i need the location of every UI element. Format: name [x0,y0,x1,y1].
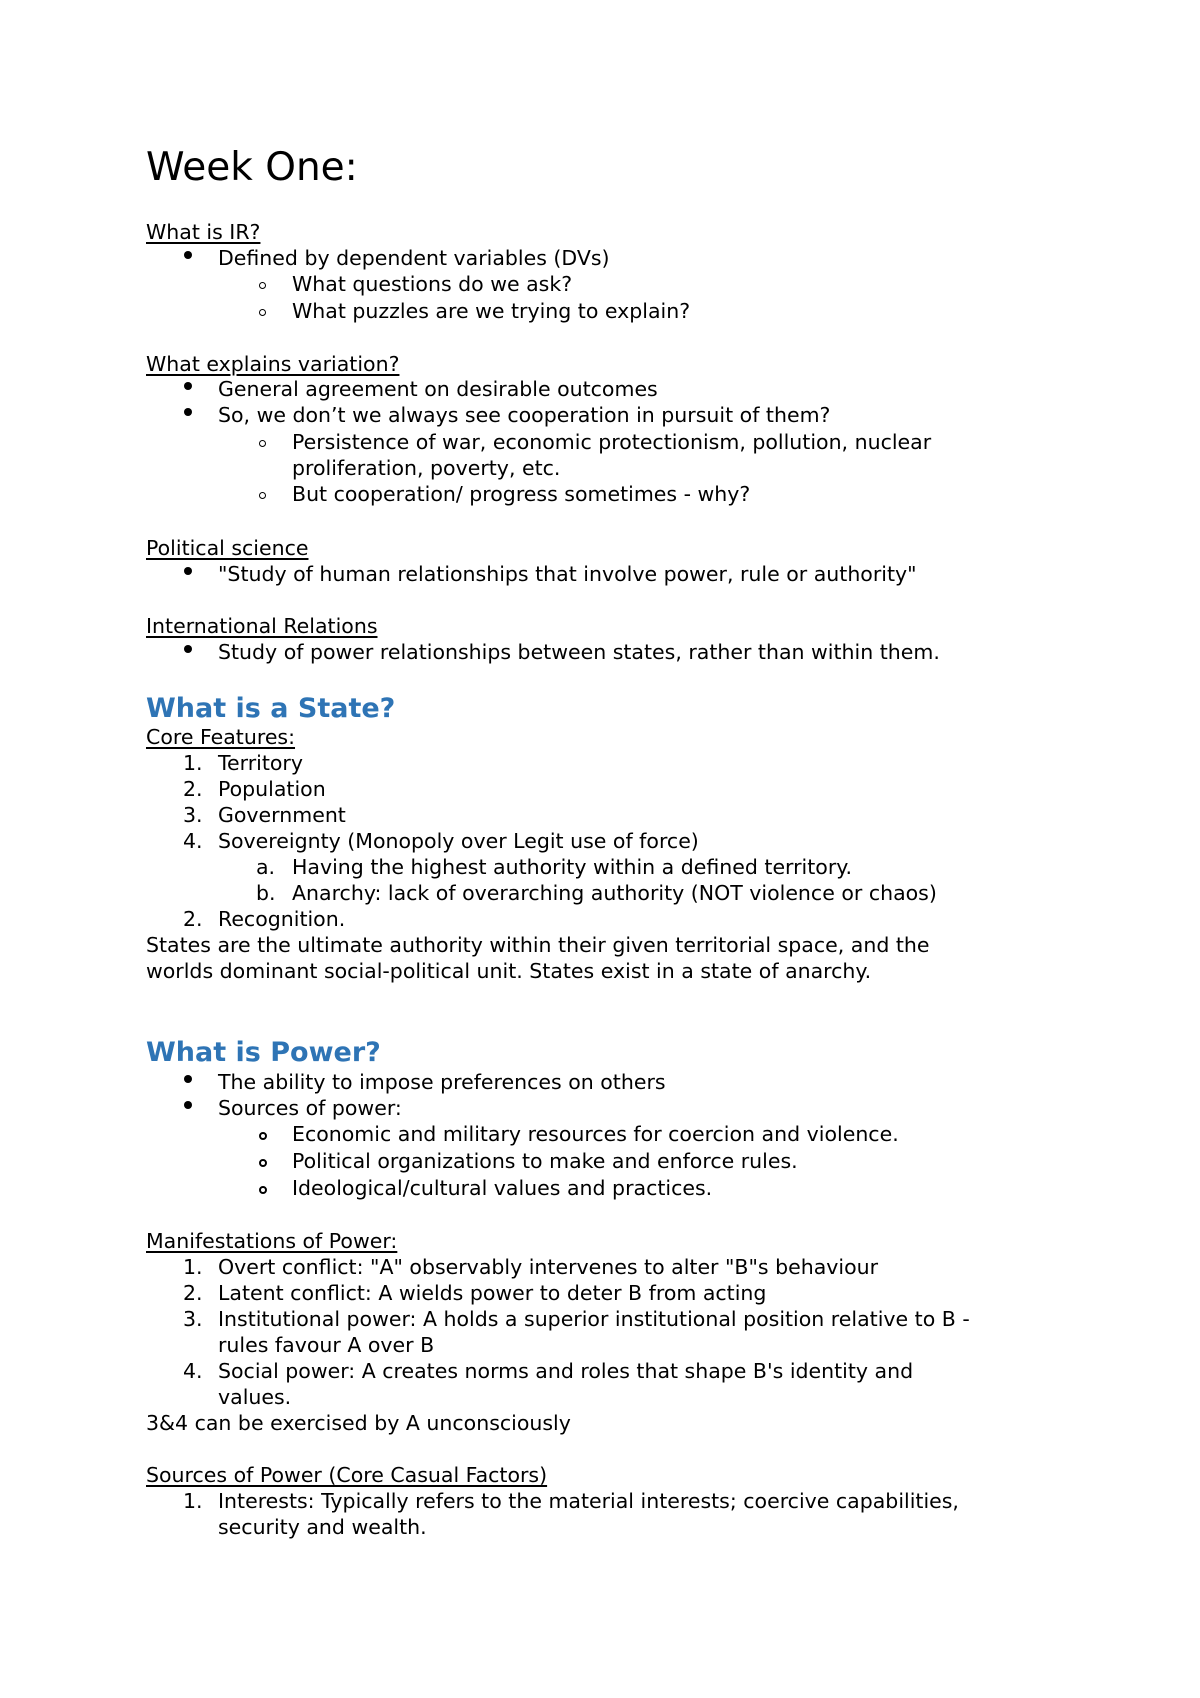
list-item: Interests: Typically refers to the material interests; coercive capabilities, [218,1489,959,1513]
list-item: Overt conflict: "A" observably intervenes to alter "B"s behaviour [218,1255,879,1279]
bullet-dot [184,1101,192,1109]
heading-what-is-power: What is Power? [146,1037,381,1068]
list-item-continuation: security and wealth. [218,1515,427,1539]
bullet-dot [184,251,192,259]
bullet-circle [259,282,266,289]
list-number: 3. [183,803,203,827]
list-letter: a. [256,855,276,879]
bullet-circle [259,1186,267,1194]
list-number: 3. [183,1307,203,1331]
list-item: Territory [218,751,303,775]
bullet-dot [184,408,192,416]
list-item: Defined by dependent variables (DVs) [218,246,610,270]
list-number: 2. [183,777,203,801]
list-item: Sources of power: [218,1096,402,1120]
list-item: But cooperation/ progress sometimes - why? [292,482,751,506]
heading-manifestations-of-power: Manifestations of Power: [146,1229,398,1253]
list-item: Having the highest authority within a defined territory. [292,855,852,879]
list-item: "Study of human relationships that involve power, rule or authority" [218,562,917,586]
list-item: Social power: A creates norms and roles that shape B's identity and [218,1359,914,1383]
bullet-circle [259,1159,267,1167]
list-item-continuation: values. [218,1385,292,1409]
list-item: What puzzles are we trying to explain? [292,299,691,323]
list-number: 2. [183,1281,203,1305]
bullet-circle [259,309,266,316]
list-number: 4. [183,1359,203,1383]
list-item-continuation: proliferation, poverty, etc. [292,456,561,480]
heading-political-science: Political science [146,536,309,560]
list-item: The ability to impose preferences on others [218,1070,666,1094]
page-title: Week One: [146,145,358,190]
list-item: Ideological/cultural values and practices. [292,1176,713,1200]
list-number: 1. [183,1255,203,1279]
bullet-dot [184,645,192,653]
list-item: Latent conflict: A wields power to deter B from acting [218,1281,767,1305]
list-item: What questions do we ask? [292,272,573,296]
list-item: Government [218,803,346,827]
paragraph-line: States are the ultimate authority within their given territorial space, and the [146,933,930,957]
list-item: Anarchy: lack of overarching authority (NOT violence or chaos) [292,881,937,905]
subheading-core-features: Core Features: [146,725,296,749]
list-number: 4. [183,829,203,853]
bullet-dot [184,382,192,390]
paragraph-line: worlds dominant social-political unit. States exist in a state of anarchy. [146,959,872,983]
bullet-circle [259,440,266,447]
bullet-dot [184,1075,192,1083]
paragraph-line: 3&4 can be exercised by A unconsciously [146,1411,571,1435]
bullet-circle [259,492,266,499]
list-number: 1. [183,751,203,775]
list-item: Sovereignty (Monopoly over Legit use of force) [218,829,699,853]
heading-what-is-ir: What is IR? [146,220,261,244]
list-item: Study of power relationships between states, rather than within them. [218,640,940,664]
list-item: Political organizations to make and enforce rules. [292,1149,798,1173]
list-item: General agreement on desirable outcomes [218,377,658,401]
list-item: Persistence of war, economic protectionism, pollution, nuclear [292,430,932,454]
heading-international-relations: International Relations [146,614,378,638]
list-item: Recognition. [218,907,346,931]
heading-sources-of-power: Sources of Power (Core Casual Factors) [146,1463,548,1487]
heading-what-is-a-state: What is a State? [146,693,396,724]
list-item: Population [218,777,326,801]
list-item: Institutional power: A holds a superior institutional position relative to B - [218,1307,970,1331]
list-letter: b. [256,881,276,905]
list-item: So, we don’t we always see cooperation in pursuit of them? [218,403,831,427]
heading-what-explains-variation: What explains variation? [146,352,400,376]
bullet-dot [184,567,192,575]
list-number: 1. [183,1489,203,1513]
list-item: Economic and military resources for coercion and violence. [292,1122,899,1146]
bullet-circle [259,1132,267,1140]
list-item-continuation: rules favour A over B [218,1333,435,1357]
list-number: 2. [183,907,203,931]
